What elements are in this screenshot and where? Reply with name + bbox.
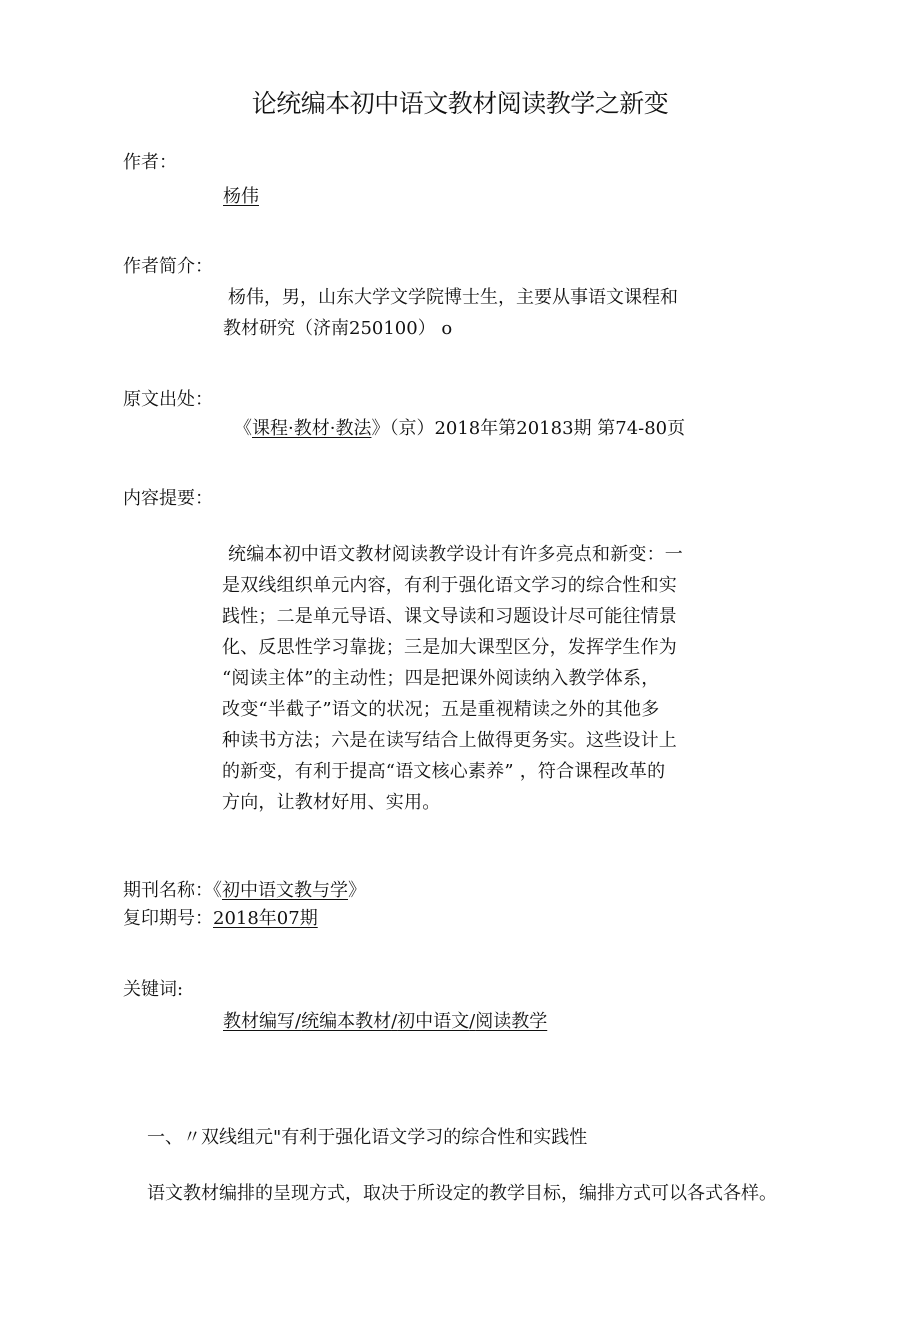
reprint-issue-link[interactable]: 2018年07期 xyxy=(213,908,318,929)
abstract-line: 践性；二是单元导语、课文导读和习题设计尽可能往情景 xyxy=(222,606,677,627)
keyword-link[interactable]: 教材编写 xyxy=(223,1011,295,1032)
source-open-quote: 《 xyxy=(234,418,252,439)
abstract-label: 内容提要： xyxy=(123,488,213,509)
keyword-separator: / xyxy=(391,1011,398,1032)
abstract-line: 的新变，有利于提高“语文核心素养” ，符合课程改革的 xyxy=(222,761,666,782)
abstract-line: 种读书方法；六是在读写结合上做得更务实。这些设计上 xyxy=(222,730,677,751)
keyword-separator: / xyxy=(295,1011,302,1032)
keyword-link[interactable]: 阅读教学 xyxy=(475,1011,548,1032)
abstract-line: 方向，让教材好用、实用。 xyxy=(222,792,441,813)
source-label: 原文出处： xyxy=(123,389,213,410)
author-name-link[interactable]: 杨伟 xyxy=(223,186,259,207)
source-citation xyxy=(234,414,685,440)
abstract-line: 统编本初中语文教材阅读教学设计有许多亮点和新变：一 xyxy=(228,544,683,565)
keyword-link[interactable]: 初中语文 xyxy=(397,1011,470,1032)
periodical-line xyxy=(123,876,366,902)
section-heading: 一、〃双线组元"有利于强化语文学习的综合性和实践性 xyxy=(147,1127,588,1148)
periodical-name-link[interactable]: 初中语文教与学 xyxy=(222,880,348,901)
periodical-close-quote: 》 xyxy=(348,880,366,901)
source-journal-link[interactable]: 课程·教材·教法 xyxy=(252,418,372,439)
abstract-line: “阅读主体”的主动性；四是把课外阅读纳入教学体系， xyxy=(222,668,660,689)
keywords-list xyxy=(223,1007,547,1033)
periodical-label: 期刊名称： xyxy=(123,880,213,901)
author-bio-label: 作者简介： xyxy=(123,256,213,277)
author-bio-line: 杨伟，男，山东大学文学院博士生，主要从事语文课程和 xyxy=(228,287,678,308)
author-label: 作者： xyxy=(123,152,177,173)
abstract-line: 改变“半截子”语文的状况；五是重视精读之外的其他多 xyxy=(222,699,660,720)
keyword-link[interactable]: 统编本教材 xyxy=(301,1011,392,1032)
section-paragraph: 语文教材编排的呈现方式，取决于所设定的教学目标，编排方式可以各式各样。 xyxy=(147,1183,777,1204)
article-title: 论统编本初中语文教材阅读教学之新变 xyxy=(251,89,669,118)
reprint-line xyxy=(123,904,318,930)
reprint-label: 复印期号： xyxy=(123,908,213,929)
author-bio-line: 教材研究（济南250100） o xyxy=(223,318,453,339)
source-issue-pages: 》（京）2018年第20183期 第74-80页 xyxy=(371,418,686,439)
abstract-line: 是双线组织单元内容，有利于强化语文学习的综合性和实 xyxy=(222,575,677,596)
keyword-separator: / xyxy=(469,1011,476,1032)
periodical-open-quote: 《 xyxy=(213,880,222,901)
abstract-line: 化、反思性学习靠拢；三是加大课型区分，发挥学生作为 xyxy=(222,637,677,658)
keywords-label: 关键词: xyxy=(123,979,184,1000)
